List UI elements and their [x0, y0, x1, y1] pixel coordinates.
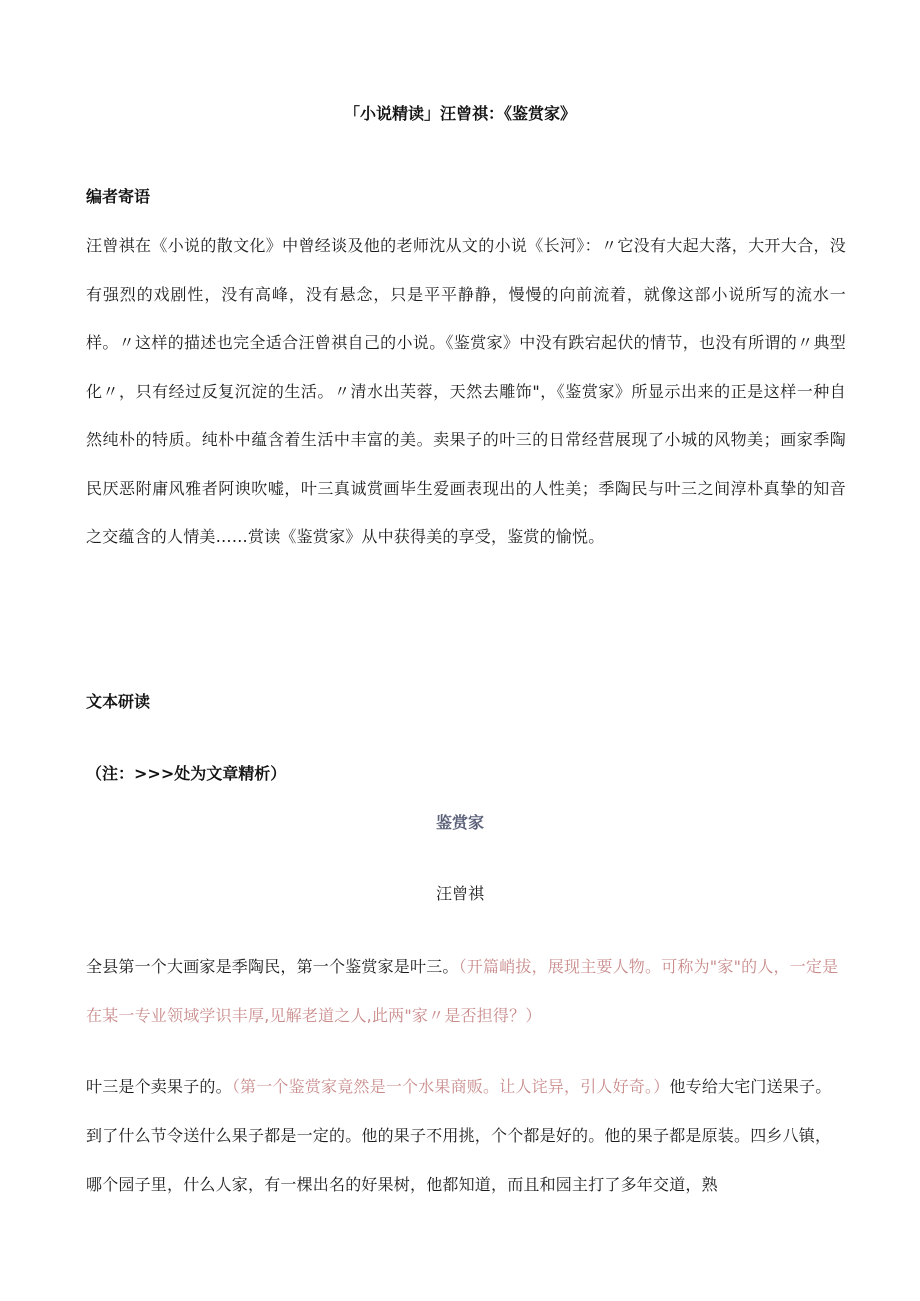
- story-paragraph-2-text-b: 他专给大宅门送果子。到了什么节令送什么果子都是一定的。他的果子不用挑，个个都是好的。他的果子都是原装。四乡八镇，哪个园子里，什么人家，有一棵出名的好果树，他都知道，而且和园主打了多年交道，熟: [86, 1077, 832, 1194]
- story-paragraph-2: [86, 1062, 846, 1209]
- story-paragraph-1: [86, 942, 846, 1040]
- story-title: 鉴赏家: [435, 813, 484, 832]
- reading-heading: 文本研读: [86, 692, 151, 711]
- editor-heading: 编者寄语: [86, 187, 151, 206]
- story-paragraph-2-annotation: （第一个鉴赏家竟然是一个水果商贩。让人诧异，引人好奇。）: [231, 1077, 670, 1096]
- editor-paragraph: 汪曾祺在《小说的散文化》中曾经谈及他的老师沈从文的小说《长河》：〃它没有大起大落，大开大合，没有强烈的戏剧性，没有高峰，没有悬念，只是平平静静，慢慢的向前流着，就像这部小说所写的流水一样。〃这样的描述也完全适合汪曾祺自己的小说。《鉴赏家》中没有跌宕起伏的情节，也没有所谓的〃典型化〃，只有经过反复沉淀的生活。〃清水出芙蓉，天然去雕饰"，《鉴赏家》所显示出来的正是这样一种自然纯朴的特质。纯朴中蕴含着生活中丰富的美。卖果子的叶三的日常经营展现了小城的风物美；画家季陶民厌恶附庸风雅者阿谀吹嘘，叶三真诚赏画毕生爱画表现出的人性美；季陶民与叶三之间淳朴真挚的知音之交蕴含的人情美……赏读《鉴赏家》从中获得美的享受，鉴赏的愉悦。: [86, 236, 846, 546]
- annotation-note: （注：>>>处为文章精析）: [86, 764, 287, 783]
- story-paragraph-1-text: 全县第一个大画家是季陶民，第一个鉴赏家是叶三。: [86, 957, 459, 976]
- story-paragraph-2-text-a: 叶三是个卖果子的。: [86, 1077, 232, 1096]
- document-title: 「小说精读」汪曾祺：《鉴赏家》: [343, 104, 576, 123]
- story-author: 汪曾祺: [435, 884, 484, 903]
- story-paragraph-1-annotation: （开篇峭拔，展现主要人物。可称为"家"的人，一定是在某一专业领域学识丰厚,见解老道之人,此两"家〃是否担得？）: [86, 957, 839, 1025]
